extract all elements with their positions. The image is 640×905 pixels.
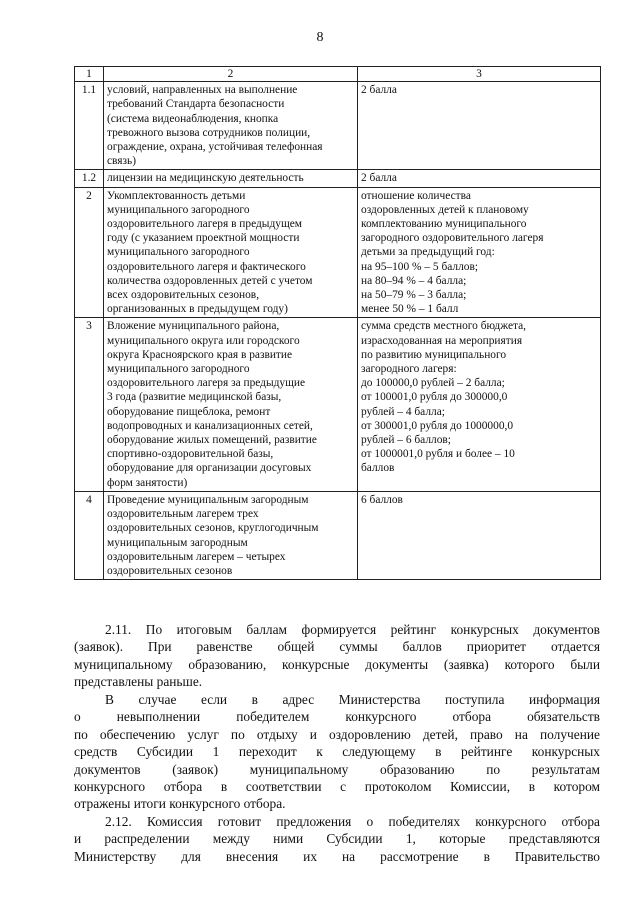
criterion-line: оздоровительного лагеря за предыдущие	[107, 377, 306, 390]
paragraph-line: о невыполнении победителем конкурсного отбора обязательств	[74, 709, 600, 725]
criterion-line: муниципальным загородным	[107, 536, 248, 549]
paragraph-line: конкурсного отбора в соответствии с протоколом Комиссии, в котором	[74, 779, 600, 795]
score-line: от 300001,0 рубля до 1000000,0	[361, 419, 514, 432]
score-line: от 100001,0 рубля до 300000,0	[361, 391, 508, 404]
score-line: на 95–100 % – 5 баллов;	[361, 260, 478, 273]
score-line: баллов	[361, 462, 395, 475]
score-line: на 80–94 % – 4 балла;	[361, 274, 467, 287]
criterion-line: ограждение, охрана, устойчивая телефонная	[107, 141, 323, 154]
criterion-line: 3 года (развитие медицинской базы,	[107, 391, 282, 404]
criterion-line: оздоровительных сезонов	[107, 564, 233, 577]
table-row	[75, 82, 601, 170]
paragraph-2-12	[74, 813, 600, 865]
criterion-line: оздоровительных сезонов, круглогодичным	[107, 522, 319, 535]
page-number: 8	[316, 30, 324, 45]
score-cell	[358, 187, 601, 318]
paragraph-line: 2.11. По итоговым баллам формируется рейтинг конкурсных документов	[105, 622, 600, 637]
paragraph-failure-case	[74, 691, 600, 813]
score-line: рублей – 4 балла;	[361, 405, 445, 418]
score-line: отношение количества	[361, 189, 471, 202]
paragraph-line: 2.12. Комиссия готовит предложения о победителях конкурсного отбора	[105, 814, 600, 829]
paragraph-line: отражены итоги конкурсного отбора.	[74, 796, 286, 812]
paragraph-line: по обеспечению услуг по отдыху и оздоровлению детей, право на получение	[74, 726, 600, 742]
score-line: 6 баллов	[361, 493, 403, 506]
criterion-line: требований Стандарта безопасности	[107, 98, 285, 111]
criterion-line: количества оздоровленных детей с учетом	[107, 274, 313, 287]
score-line: рублей – 6 баллов;	[361, 434, 451, 447]
paragraph-line: средств Субсидии 1 переходит к следующему в рейтинге конкурсных	[74, 744, 600, 760]
score-line: до 100000,0 рублей – 2 балла;	[361, 377, 505, 390]
criterion-line: форм занятости)	[107, 476, 188, 489]
criterion-cell	[104, 82, 358, 170]
score-line: израсходованная на мероприятия	[361, 334, 523, 347]
row-number: 3	[75, 318, 104, 491]
criterion-line: Укомплектованность детьми	[107, 189, 246, 202]
criterion-line: муниципального загородного	[107, 203, 250, 216]
score-line: на 50–79 % – 3 балла;	[361, 289, 467, 302]
criterion-line: оборудование для организации досуговых	[107, 462, 312, 475]
paragraph-line: (заявок). При равенстве общей суммы баллов приоритет отдается	[74, 639, 600, 655]
paragraph-line: муниципальному образованию, конкурсные документы (заявка) которого были	[74, 656, 600, 672]
table-row	[75, 187, 601, 318]
score-line: сумма средств местного бюджета,	[361, 320, 527, 333]
paragraph-line: документов (заявок) муниципальному образованию по результатам	[74, 761, 600, 777]
criterion-line: спортивно-оздоровительной базы,	[107, 448, 274, 461]
row-number: 1.1	[75, 82, 104, 170]
paragraph-line: представлены раньше.	[74, 674, 203, 690]
score-line: загородного оздоровительного лагеря	[361, 232, 544, 245]
criteria-table	[74, 66, 601, 580]
row-number: 2	[75, 187, 104, 318]
paragraph-line: Министерству для внесения их на рассмотрение в Правительство	[74, 848, 600, 864]
criterion-line: условий, направленных на выполнение	[107, 84, 298, 97]
criterion-cell	[104, 491, 358, 579]
criterion-line: оборудование жилых помещений, развитие	[107, 434, 317, 447]
criterion-line: муниципального загородного	[107, 363, 250, 376]
criterion-line: оздоровительным лагерем – четырех	[107, 550, 286, 563]
paragraph-2-11	[74, 621, 600, 691]
criterion-line: Вложение муниципального района,	[107, 320, 280, 333]
header-col-1: 1	[75, 67, 104, 82]
criterion-line: округа Красноярского края в развитие	[107, 348, 293, 361]
score-line: 2 балла	[361, 84, 397, 97]
score-line: оздоровленных детей к плановому	[361, 203, 529, 216]
score-cell	[358, 82, 601, 170]
criterion-line: оборудование пищеблока, ремонт	[107, 405, 271, 418]
paragraph-line: В случае если в адрес Министерства поступила информация	[105, 692, 600, 707]
criterion-line: муниципального загородного	[107, 246, 250, 259]
score-cell	[358, 491, 601, 579]
score-line: по развитию муниципального	[361, 348, 507, 361]
table-row	[75, 491, 601, 579]
score-line: менее 50 % – 1 балл	[361, 303, 459, 316]
score-cell	[358, 170, 601, 187]
criterion-cell	[104, 318, 358, 491]
criterion-line: Проведение муниципальным загородным	[107, 493, 309, 506]
criterion-line: (система видеонаблюдения, кнопка	[107, 112, 279, 125]
table-header-row	[75, 67, 601, 82]
score-line: загородного лагеря:	[361, 363, 457, 376]
score-cell	[358, 318, 601, 491]
criterion-line: связь)	[107, 155, 137, 168]
row-number: 4	[75, 491, 104, 579]
score-line: 2 балла	[361, 172, 397, 185]
table-row	[75, 318, 601, 491]
criterion-line: оздоровительного лагеря и фактического	[107, 260, 306, 273]
criterion-line: оздоровительным лагерем трех	[107, 508, 259, 521]
criterion-line: организованных в предыдущем году)	[107, 303, 288, 316]
criterion-line: всех оздоровительных сезонов,	[107, 289, 260, 302]
table-row	[75, 170, 601, 187]
criterion-line: оздоровительного лагеря в предыдущем	[107, 218, 302, 231]
row-number: 1.2	[75, 170, 104, 187]
criterion-cell	[104, 170, 358, 187]
score-line: детьми за предыдущий год:	[361, 246, 495, 259]
paragraph-line: и распределении между ними Субсидии 1, которые представляются	[74, 831, 600, 847]
header-col-3: 3	[358, 67, 601, 82]
criterion-line: году (с указанием проектной мощности	[107, 232, 300, 245]
criterion-line: тревожного вызова сотрудников полиции,	[107, 126, 311, 139]
criterion-line: лицензии на медицинскую деятельность	[107, 172, 304, 185]
criterion-line: водопроводных и канализационных сетей,	[107, 419, 313, 432]
header-col-2: 2	[104, 67, 358, 82]
criterion-cell	[104, 187, 358, 318]
criterion-line: муниципального округа или городского	[107, 334, 300, 347]
score-line: от 1000001,0 рубля и более – 10	[361, 448, 515, 461]
score-line: комплектованию муниципального	[361, 218, 527, 231]
